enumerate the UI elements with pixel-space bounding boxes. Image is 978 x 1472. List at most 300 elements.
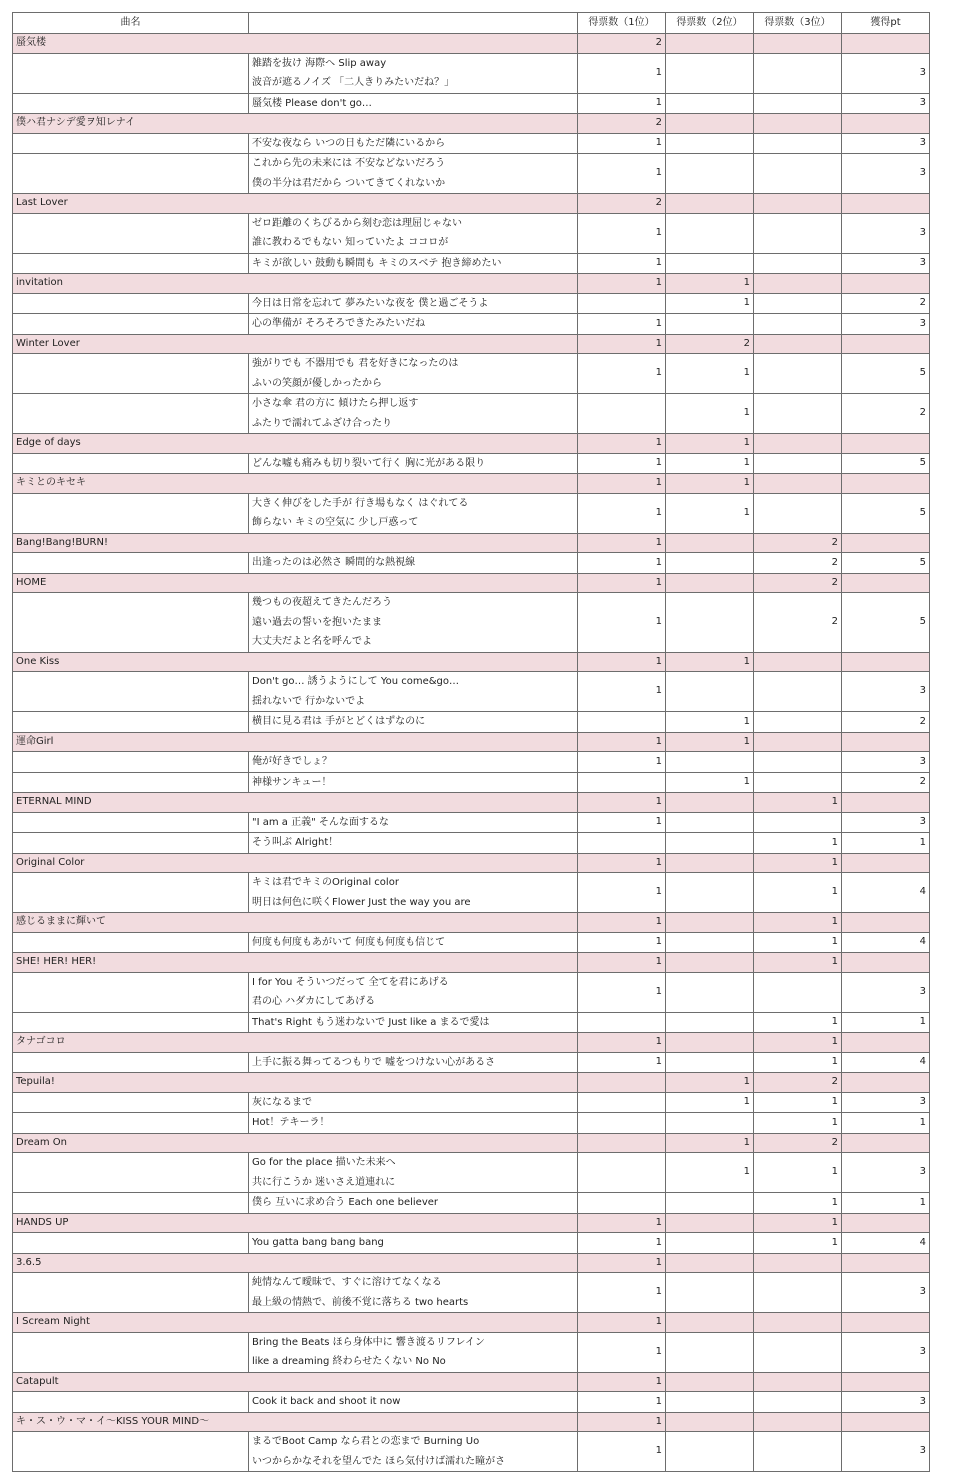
lyric-cell xyxy=(249,154,578,194)
song-v2-cell: 1 xyxy=(666,434,754,454)
song-row xyxy=(13,1253,930,1273)
lyric-pt-cell: 4 xyxy=(842,1052,930,1073)
song-pt-cell xyxy=(842,434,930,454)
lyric-cell xyxy=(249,1153,578,1193)
lyric-pt-cell: 5 xyxy=(842,453,930,474)
lyric-row xyxy=(13,314,930,335)
lyric-line: 幾つもの夜超えてきたんだろう xyxy=(252,597,392,608)
empty-title-cell xyxy=(13,1052,249,1073)
lyric-line: 上手に振る舞ってるつもりで 嘘をつけない心があるさ xyxy=(252,1056,496,1068)
empty-title-cell xyxy=(13,493,249,533)
lyric-v2-cell xyxy=(666,253,754,274)
song-v2-cell: 1 xyxy=(666,1133,754,1153)
lyric-v1-cell: 1 xyxy=(578,354,666,394)
lyric-row xyxy=(13,1012,930,1033)
lyric-line: 強がりでも 不器用でも 君を好きになったのは xyxy=(252,358,459,369)
song-row xyxy=(13,474,930,494)
lyric-v1-cell: 1 xyxy=(578,154,666,194)
lyric-v1-cell: 1 xyxy=(578,752,666,773)
song-v2-cell xyxy=(666,913,754,933)
song-row xyxy=(13,652,930,672)
header-lyric xyxy=(249,13,578,34)
song-title: タナゴコロ xyxy=(13,1033,578,1053)
lyric-line: 灰になるまで xyxy=(252,1096,312,1108)
lyric-cell xyxy=(249,553,578,574)
song-row xyxy=(13,913,930,933)
lyric-pt-cell: 3 xyxy=(842,154,930,194)
song-v1-cell: 1 xyxy=(578,953,666,973)
lyric-line: 共に行こうか 迷いさえ道連れに xyxy=(252,1176,396,1188)
song-v3-cell: 2 xyxy=(754,1133,842,1153)
song-title: One Kiss xyxy=(13,652,578,672)
song-v1-cell xyxy=(578,1073,666,1093)
lyric-row xyxy=(13,1092,930,1113)
lyric-v3-cell xyxy=(754,972,842,1012)
lyric-v2-cell xyxy=(666,1392,754,1413)
lyric-row xyxy=(13,133,930,154)
lyric-row xyxy=(13,712,930,733)
lyric-v3-cell: 1 xyxy=(754,1193,842,1214)
lyric-line: ふいの笑顔が優しかったから xyxy=(252,377,382,389)
lyric-pt-cell: 1 xyxy=(842,833,930,854)
lyric-cell xyxy=(249,873,578,913)
song-pt-cell xyxy=(842,1372,930,1392)
lyric-row xyxy=(13,493,930,533)
lyric-v3-cell xyxy=(754,1392,842,1413)
lyric-line: 僕の半分は君だから ついてきてくれないか xyxy=(252,177,446,189)
lyric-v2-cell xyxy=(666,833,754,854)
lyric-cell xyxy=(249,972,578,1012)
lyric-cell xyxy=(249,772,578,793)
lyric-v3-cell xyxy=(754,712,842,733)
lyric-line: 何度も何度もあがいて 何度も何度も信じて xyxy=(252,936,446,948)
empty-title-cell xyxy=(13,932,249,953)
lyric-v3-cell: 1 xyxy=(754,932,842,953)
song-pt-cell xyxy=(842,533,930,553)
song-row xyxy=(13,114,930,134)
lyric-line: 大丈夫だよと名を呼んでよ xyxy=(252,636,372,647)
lyric-v3-cell xyxy=(754,1273,842,1313)
lyric-v1-cell: 1 xyxy=(578,972,666,1012)
lyric-pt-cell: 3 xyxy=(842,1273,930,1313)
song-v2-cell xyxy=(666,1313,754,1333)
lyric-cell xyxy=(249,293,578,314)
lyric-line: 遠い過去の誓いを抱いたまま xyxy=(252,616,382,628)
lyric-cell xyxy=(249,1432,578,1472)
lyric-v1-cell: 1 xyxy=(578,593,666,653)
lyric-row xyxy=(13,1052,930,1073)
lyric-row xyxy=(13,394,930,434)
header-row xyxy=(13,13,930,34)
lyric-pt-cell: 3 xyxy=(842,93,930,114)
lyric-pt-cell: 1 xyxy=(842,1012,930,1033)
lyric-line: 波音が遮るノイズ 「二人きりみたいだね？」 xyxy=(252,77,455,88)
lyric-v2-cell xyxy=(666,1012,754,1033)
vote-tally-table xyxy=(12,12,930,1472)
lyric-v3-cell: 1 xyxy=(754,873,842,913)
empty-title-cell xyxy=(13,394,249,434)
lyric-pt-cell: 1 xyxy=(842,1193,930,1214)
song-pt-cell xyxy=(842,732,930,752)
song-row xyxy=(13,334,930,354)
song-v1-cell: 1 xyxy=(578,1033,666,1053)
lyric-v3-cell xyxy=(754,394,842,434)
song-v2-cell xyxy=(666,853,754,873)
lyric-v2-cell xyxy=(666,133,754,154)
song-v1-cell: 1 xyxy=(578,1313,666,1333)
lyric-v2-cell xyxy=(666,812,754,833)
song-v2-cell xyxy=(666,114,754,134)
lyric-v1-cell: 1 xyxy=(578,133,666,154)
lyric-v2-cell: 1 xyxy=(666,394,754,434)
header-song-title: 曲名 xyxy=(13,13,249,34)
lyric-v1-cell: 1 xyxy=(578,1432,666,1472)
lyric-pt-cell: 3 xyxy=(842,812,930,833)
lyric-v1-cell: 1 xyxy=(578,1052,666,1073)
lyric-row xyxy=(13,772,930,793)
song-row xyxy=(13,434,930,454)
lyric-v2-cell xyxy=(666,932,754,953)
lyric-row xyxy=(13,354,930,394)
song-pt-cell xyxy=(842,1073,930,1093)
lyric-v1-cell: 1 xyxy=(578,93,666,114)
lyric-line: 揺れないで 行かないでよ xyxy=(252,695,366,707)
lyric-v3-cell: 1 xyxy=(754,1113,842,1134)
lyric-v2-cell xyxy=(666,213,754,253)
song-v2-cell xyxy=(666,793,754,813)
empty-title-cell xyxy=(13,293,249,314)
lyric-v2-cell xyxy=(666,1273,754,1313)
song-v3-cell xyxy=(754,434,842,454)
lyric-cell xyxy=(249,1332,578,1372)
empty-title-cell xyxy=(13,873,249,913)
song-title: キミとのキセキ xyxy=(13,474,578,494)
lyric-v1-cell: 1 xyxy=(578,672,666,712)
lyric-row xyxy=(13,293,930,314)
song-v3-cell: 2 xyxy=(754,573,842,593)
lyric-pt-cell: 3 xyxy=(842,253,930,274)
song-title: HANDS UP xyxy=(13,1213,578,1233)
song-v2-cell xyxy=(666,1253,754,1273)
lyric-cell xyxy=(249,752,578,773)
lyric-v1-cell xyxy=(578,1193,666,1214)
lyric-line: 飾らない キミの空気に 少し戸惑って xyxy=(252,517,419,528)
lyric-line: 俺が好きでしょ？ xyxy=(252,756,332,767)
lyric-v1-cell: 1 xyxy=(578,493,666,533)
lyric-line: like a dreaming 終わらせたくない No No xyxy=(252,1356,446,1367)
lyric-line: 今日は日常を忘れて 夢みたいな夜を 僕と過ごそうよ xyxy=(252,297,489,309)
song-v1-cell: 2 xyxy=(578,194,666,214)
lyric-line: そう叫ぶ Alright！ xyxy=(252,837,339,848)
song-v2-cell: 1 xyxy=(666,1073,754,1093)
song-row xyxy=(13,573,930,593)
lyric-pt-cell: 3 xyxy=(842,1153,930,1193)
lyric-line: 神様サンキュー！ xyxy=(252,776,332,788)
empty-title-cell xyxy=(13,972,249,1012)
empty-title-cell xyxy=(13,53,249,93)
song-row xyxy=(13,533,930,553)
lyric-cell xyxy=(249,314,578,335)
song-v3-cell: 1 xyxy=(754,793,842,813)
song-v3-cell: 1 xyxy=(754,853,842,873)
lyric-v1-cell: 1 xyxy=(578,213,666,253)
lyric-row xyxy=(13,972,930,1012)
lyric-line: Cook it back and shoot it now xyxy=(252,1396,401,1407)
lyric-line: 雑踏を抜け 海際へ Slip away xyxy=(252,57,387,69)
lyric-row xyxy=(13,1113,930,1134)
lyric-v3-cell xyxy=(754,253,842,274)
lyric-v3-cell xyxy=(754,314,842,335)
song-title: HOME xyxy=(13,573,578,593)
song-pt-cell xyxy=(842,793,930,813)
lyric-pt-cell: 3 xyxy=(842,53,930,93)
lyric-v1-cell: 1 xyxy=(578,53,666,93)
lyric-v2-cell xyxy=(666,93,754,114)
lyric-v3-cell xyxy=(754,293,842,314)
song-row xyxy=(13,1133,930,1153)
lyric-cell xyxy=(249,1233,578,1254)
lyric-line: ゼロ距離のくちびるから刻む恋は理屈じゃない xyxy=(252,217,462,229)
song-pt-cell xyxy=(842,652,930,672)
song-v3-cell: 2 xyxy=(754,1073,842,1093)
lyric-v1-cell: 1 xyxy=(578,1332,666,1372)
song-v3-cell xyxy=(754,474,842,494)
lyric-v2-cell xyxy=(666,53,754,93)
header-votes-3rd: 得票数（3位） xyxy=(754,13,842,34)
song-v1-cell: 1 xyxy=(578,1253,666,1273)
lyric-pt-cell: 3 xyxy=(842,752,930,773)
lyric-v2-cell xyxy=(666,972,754,1012)
lyric-pt-cell: 1 xyxy=(842,1113,930,1134)
song-v1-cell: 1 xyxy=(578,793,666,813)
lyric-v3-cell xyxy=(754,812,842,833)
song-v3-cell xyxy=(754,1412,842,1432)
song-v3-cell xyxy=(754,1313,842,1333)
lyric-v3-cell: 1 xyxy=(754,1233,842,1254)
song-row xyxy=(13,732,930,752)
lyric-v1-cell xyxy=(578,293,666,314)
lyric-line: 君の心 ハダカにしてあげる xyxy=(252,996,376,1007)
empty-title-cell xyxy=(13,213,249,253)
song-v2-cell: 1 xyxy=(666,652,754,672)
lyric-cell xyxy=(249,133,578,154)
lyric-line: 最上級の情熱で、前後不覚に落ちる two hearts xyxy=(252,1296,469,1308)
lyric-cell xyxy=(249,394,578,434)
lyric-v3-cell: 1 xyxy=(754,1012,842,1033)
lyric-line: You gatta bang bang bang xyxy=(252,1237,384,1248)
lyric-v2-cell xyxy=(666,752,754,773)
song-v1-cell: 1 xyxy=(578,1372,666,1392)
lyric-cell xyxy=(249,593,578,653)
lyric-pt-cell: 3 xyxy=(842,1392,930,1413)
lyric-line: ふたりで濡れてふざけ合ったり xyxy=(252,417,392,429)
song-v2-cell xyxy=(666,1412,754,1432)
empty-title-cell xyxy=(13,672,249,712)
lyric-v3-cell xyxy=(754,672,842,712)
song-title: Edge of days xyxy=(13,434,578,454)
lyric-pt-cell: 4 xyxy=(842,873,930,913)
lyric-row xyxy=(13,873,930,913)
empty-title-cell xyxy=(13,1193,249,1214)
song-pt-cell xyxy=(842,1313,930,1333)
song-v1-cell: 1 xyxy=(578,1412,666,1432)
lyric-cell xyxy=(249,253,578,274)
song-pt-cell xyxy=(842,334,930,354)
lyric-v2-cell xyxy=(666,1052,754,1073)
lyric-v1-cell xyxy=(578,712,666,733)
lyric-row xyxy=(13,812,930,833)
lyric-row xyxy=(13,1432,930,1472)
lyric-v2-cell xyxy=(666,553,754,574)
song-title: Last Lover xyxy=(13,194,578,214)
song-v1-cell: 1 xyxy=(578,434,666,454)
song-title: ETERNAL MIND xyxy=(13,793,578,813)
empty-title-cell xyxy=(13,752,249,773)
song-row xyxy=(13,1313,930,1333)
song-v3-cell xyxy=(754,334,842,354)
empty-title-cell xyxy=(13,253,249,274)
lyric-v2-cell xyxy=(666,873,754,913)
lyric-v2-cell: 1 xyxy=(666,293,754,314)
song-v3-cell xyxy=(754,194,842,214)
lyric-row xyxy=(13,833,930,854)
lyric-v3-cell xyxy=(754,154,842,194)
lyric-pt-cell: 2 xyxy=(842,712,930,733)
lyric-row xyxy=(13,1332,930,1372)
lyric-v3-cell xyxy=(754,354,842,394)
lyric-cell xyxy=(249,1113,578,1134)
song-v3-cell xyxy=(754,34,842,54)
lyric-v3-cell: 1 xyxy=(754,833,842,854)
lyric-v2-cell xyxy=(666,314,754,335)
lyric-v3-cell xyxy=(754,133,842,154)
song-title: 僕ハ君ナシデ愛ヲ知レナイ xyxy=(13,114,578,134)
song-row xyxy=(13,1033,930,1053)
song-row xyxy=(13,34,930,54)
lyric-line: 僕ら 互いに求め合う Each one believer xyxy=(252,1197,438,1208)
lyric-v1-cell: 1 xyxy=(578,453,666,474)
lyric-v3-cell xyxy=(754,752,842,773)
lyric-v1-cell: 1 xyxy=(578,1233,666,1254)
lyric-row xyxy=(13,53,930,93)
lyric-cell xyxy=(249,833,578,854)
song-v2-cell xyxy=(666,34,754,54)
song-pt-cell xyxy=(842,1213,930,1233)
lyric-pt-cell: 4 xyxy=(842,932,930,953)
lyric-v2-cell xyxy=(666,1432,754,1472)
song-pt-cell xyxy=(842,1412,930,1432)
lyric-line: That's Right もう迷わないで Just like a まるで愛は xyxy=(252,1016,490,1028)
lyric-v2-cell xyxy=(666,593,754,653)
song-v1-cell: 1 xyxy=(578,1213,666,1233)
song-v3-cell: 1 xyxy=(754,913,842,933)
empty-title-cell xyxy=(13,772,249,793)
lyric-v3-cell: 1 xyxy=(754,1092,842,1113)
lyric-v2-cell xyxy=(666,154,754,194)
lyric-v1-cell: 1 xyxy=(578,873,666,913)
lyric-pt-cell: 3 xyxy=(842,314,930,335)
lyric-line: 蜃気楼 Please don't go… xyxy=(252,97,372,109)
lyric-cell xyxy=(249,672,578,712)
empty-title-cell xyxy=(13,1233,249,1254)
lyric-cell xyxy=(249,1012,578,1033)
lyric-v3-cell xyxy=(754,213,842,253)
lyric-cell xyxy=(249,53,578,93)
lyric-line: どんな嘘も痛みも切り裂いて行く 胸に光がある限り xyxy=(252,457,486,469)
song-v2-cell xyxy=(666,1033,754,1053)
lyric-v2-cell: 1 xyxy=(666,453,754,474)
song-title: Catapult xyxy=(13,1372,578,1392)
lyric-cell xyxy=(249,932,578,953)
song-v2-cell: 2 xyxy=(666,334,754,354)
song-row xyxy=(13,1412,930,1432)
song-v1-cell: 1 xyxy=(578,853,666,873)
empty-title-cell xyxy=(13,354,249,394)
empty-title-cell xyxy=(13,1153,249,1193)
lyric-row xyxy=(13,553,930,574)
song-v1-cell xyxy=(578,1133,666,1153)
song-title: 蜃気楼 xyxy=(13,34,578,54)
lyric-v3-cell: 1 xyxy=(754,1153,842,1193)
lyric-row xyxy=(13,1273,930,1313)
song-v3-cell: 1 xyxy=(754,1213,842,1233)
song-v2-cell xyxy=(666,194,754,214)
lyric-pt-cell: 3 xyxy=(842,213,930,253)
lyric-v2-cell xyxy=(666,672,754,712)
lyric-row xyxy=(13,154,930,194)
empty-title-cell xyxy=(13,1092,249,1113)
empty-title-cell xyxy=(13,833,249,854)
song-v3-cell xyxy=(754,114,842,134)
song-v1-cell: 1 xyxy=(578,913,666,933)
song-v2-cell xyxy=(666,533,754,553)
lyric-row xyxy=(13,253,930,274)
header-votes-2nd: 得票数（2位） xyxy=(666,13,754,34)
table-body xyxy=(13,34,930,1472)
empty-title-cell xyxy=(13,593,249,653)
lyric-line: キミは君でキミのOriginal color xyxy=(252,877,399,888)
lyric-v3-cell xyxy=(754,1332,842,1372)
lyric-line: Bring the Beats ほら身体中に 響き渡るリフレイン xyxy=(252,1336,485,1348)
lyric-line: 横目に見る君は 手がとどくはずなのに xyxy=(252,716,426,727)
lyric-v3-cell xyxy=(754,53,842,93)
lyric-v2-cell: 1 xyxy=(666,1092,754,1113)
song-row xyxy=(13,1213,930,1233)
lyric-v1-cell xyxy=(578,394,666,434)
lyric-line: これから先の未来には 不安などないだろう xyxy=(252,158,446,169)
empty-title-cell xyxy=(13,1012,249,1033)
lyric-cell xyxy=(249,354,578,394)
song-pt-cell xyxy=(842,913,930,933)
song-v3-cell: 2 xyxy=(754,533,842,553)
lyric-line: 誰に教わるでもない 知っていたよ ココロが xyxy=(252,237,449,248)
lyric-v1-cell: 1 xyxy=(578,253,666,274)
lyric-v1-cell: 1 xyxy=(578,812,666,833)
lyric-v2-cell: 1 xyxy=(666,354,754,394)
empty-title-cell xyxy=(13,154,249,194)
song-pt-cell xyxy=(842,853,930,873)
lyric-v1-cell xyxy=(578,1113,666,1134)
song-v3-cell: 1 xyxy=(754,953,842,973)
lyric-pt-cell: 3 xyxy=(842,1332,930,1372)
lyric-v3-cell xyxy=(754,1432,842,1472)
lyric-row xyxy=(13,593,930,653)
lyric-pt-cell: 2 xyxy=(842,293,930,314)
lyric-cell xyxy=(249,453,578,474)
lyric-pt-cell: 5 xyxy=(842,354,930,394)
lyric-v1-cell xyxy=(578,833,666,854)
song-row xyxy=(13,194,930,214)
